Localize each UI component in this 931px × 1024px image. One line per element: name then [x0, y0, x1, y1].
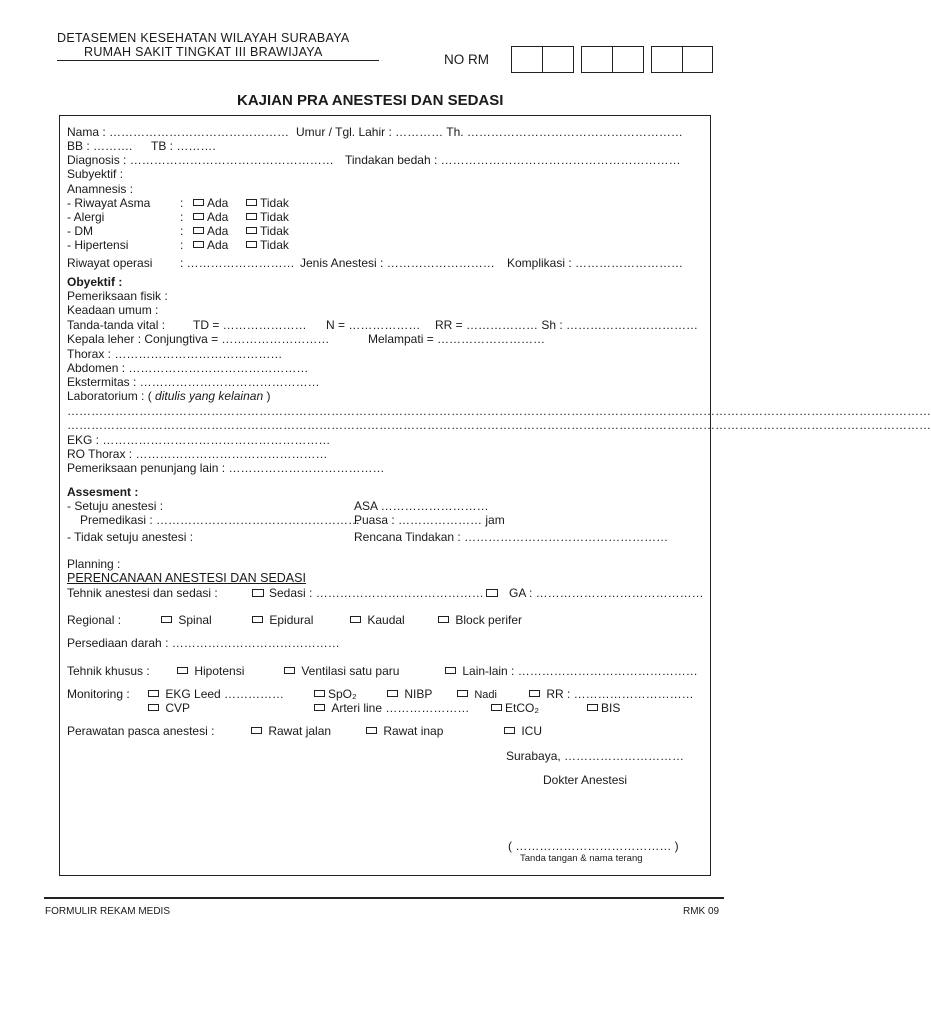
thorax-field[interactable]: Thorax : ……………………………………	[67, 347, 283, 361]
colon: :	[180, 224, 184, 238]
regional-option-kaudal[interactable]	[350, 613, 405, 627]
option-label: Hipotensi	[194, 664, 245, 678]
no-rm-label: NO RM	[444, 52, 489, 67]
regional-option-epidural[interactable]	[252, 613, 313, 627]
option-label: Kaudal	[367, 613, 405, 627]
option-label: BIS	[601, 701, 621, 715]
obyektif-heading: Obyektif :	[67, 275, 123, 289]
anamnesis-row-label: - Riwayat Asma	[67, 196, 151, 210]
keadaan-umum-label[interactable]: Keadaan umum :	[67, 303, 159, 317]
nadi-option[interactable]	[457, 687, 497, 702]
td-field[interactable]: TD = …………………	[193, 318, 307, 332]
anamnesis-row-label: - Alergi	[67, 210, 105, 224]
tidak-label: Tidak	[260, 196, 289, 210]
option-label: Nadi	[474, 689, 497, 701]
checkbox[interactable]	[387, 690, 398, 697]
no-rm-divider	[682, 46, 683, 73]
option-label: SpO₂	[328, 687, 357, 701]
lab-note: ditulis yang kelainan	[155, 389, 264, 403]
option-label: ICU	[521, 724, 543, 738]
colon: :	[180, 210, 184, 224]
checkbox[interactable]	[193, 213, 204, 220]
diagnosis-field[interactable]: Diagnosis : ……………………………………………	[67, 153, 334, 167]
ekstermitas-field[interactable]: Ekstermitas : ………………………………………	[67, 375, 320, 389]
subyektif-label: Subyektif :	[67, 167, 124, 181]
footer-divider	[44, 897, 724, 899]
ada-option[interactable]	[193, 196, 228, 210]
rr-sh-field[interactable]: RR = ……………… Sh : ……………………………	[435, 318, 699, 332]
option-label: CVP	[165, 701, 191, 715]
ada-label: Ada	[207, 224, 229, 238]
etco2-option[interactable]	[491, 701, 539, 715]
tidak-option[interactable]	[246, 196, 289, 210]
umur-field[interactable]: Umur / Tgl. Lahir : ………… Th. ………………………………………………	[296, 125, 683, 139]
hipotensi-option[interactable]	[177, 664, 244, 678]
tidak-option[interactable]	[246, 224, 289, 238]
checkbox[interactable]	[366, 727, 377, 734]
penunjang-field[interactable]: Pemeriksaan penunjang lain : …………………………………	[67, 461, 385, 475]
lainlain-option[interactable]	[445, 664, 698, 678]
bb-field[interactable]: BB : ……….	[67, 139, 133, 153]
pemeriksaan-fisik-label: Pemeriksaan fisik :	[67, 289, 168, 303]
surabaya-date-field[interactable]: Surabaya, …………………………	[506, 749, 685, 763]
perawatan-pasca-label: Perawatan pasca anestesi :	[67, 724, 215, 738]
checkbox[interactable]	[438, 616, 449, 623]
tidak-label: Tidak	[260, 224, 289, 238]
signature-field[interactable]: ( ………………………………… )	[508, 839, 679, 853]
option-label: Spinal	[178, 613, 212, 627]
ada-label: Ada	[207, 196, 229, 210]
arteri-line-option[interactable]	[314, 701, 469, 715]
no-rm-divider	[542, 46, 543, 73]
header-underline	[57, 60, 379, 61]
tidak-option[interactable]	[246, 210, 289, 224]
checkbox[interactable]	[193, 241, 204, 248]
rr-monitor-option[interactable]	[529, 687, 694, 701]
org-line-2: RUMAH SAKIT TINGKAT III BRAWIJAYA	[84, 45, 323, 59]
ekg-field[interactable]: EKG : …………………………………………………	[67, 433, 331, 447]
rencana-tindakan-field[interactable]: Rencana Tindakan : ……………………………………………	[354, 530, 669, 544]
checkbox[interactable]	[193, 199, 204, 206]
checkbox[interactable]	[350, 616, 361, 623]
tidak-label: Tidak	[260, 238, 289, 252]
anamnesis-row-label: - DM	[67, 224, 93, 238]
planning-subtitle: PERENCANAAN ANESTESI DAN SEDASI	[67, 571, 306, 585]
vital-signs-label: Tanda-tanda vital :	[67, 318, 166, 332]
premedikasi-field[interactable]: Premedikasi : ……………………………………………	[80, 513, 361, 527]
monitoring-label: Monitoring :	[67, 687, 130, 701]
tidak-label: Tidak	[260, 210, 289, 224]
ada-label: Ada	[207, 210, 229, 224]
planning-label: Planning :	[67, 557, 121, 571]
checkbox[interactable]	[148, 690, 159, 697]
ada-option[interactable]	[193, 210, 228, 224]
lab-prefix: Laboratorium : (	[67, 389, 152, 403]
jenis-anestesi-field[interactable]: Jenis Anestesi : ………………………	[300, 256, 495, 270]
ga-field[interactable]: GA : ……………………………………	[509, 586, 704, 600]
checkbox[interactable]	[246, 227, 257, 234]
nibp-option[interactable]	[387, 687, 432, 701]
form-title: KAJIAN PRA ANESTESI DAN SEDASI	[237, 92, 504, 109]
checkbox[interactable]	[314, 704, 325, 711]
checkbox[interactable]	[251, 727, 262, 734]
option-label: Rawat jalan	[268, 724, 332, 738]
laboratorium-label	[67, 389, 270, 403]
checkbox[interactable]	[246, 213, 257, 220]
riwayat-operasi-label: Riwayat operasi	[67, 256, 153, 270]
tindakan-field[interactable]: Tindakan bedah : ……………………………………………………	[345, 153, 681, 167]
kepala-leher-field[interactable]: Kepala leher : Conjungtiva = ………………………	[67, 332, 330, 346]
no-rm-divider	[612, 46, 613, 73]
nama-field[interactable]: Nama : ………………………………………	[67, 125, 290, 139]
dokter-anestesi-label: Dokter Anestesi	[543, 773, 628, 787]
sedasi-field[interactable]: Sedasi : ……………………………………	[269, 586, 484, 600]
checkbox[interactable]	[504, 727, 515, 734]
anamnesis-row-label: - Hipertensi	[67, 238, 129, 252]
assesment-heading: Assesment :	[67, 485, 139, 499]
ekg-leed-option[interactable]	[148, 687, 284, 701]
option-label: Block perifer	[455, 613, 523, 627]
puasa-field[interactable]: Puasa : ………………… jam	[354, 513, 505, 527]
checkbox[interactable]	[314, 690, 325, 697]
n-field[interactable]: N = ………………	[326, 318, 421, 332]
option-label: Ventilasi satu paru	[301, 664, 400, 678]
riwayat-operasi-field[interactable]: : ………………………	[180, 256, 295, 270]
lab-dots-line-2[interactable]: ………………………………………………………………………………………………………………………………………………………………………………………………	[67, 418, 931, 432]
tehnik-anestesi-label: Tehnik anestesi dan sedasi :	[67, 586, 218, 600]
checkbox[interactable]	[457, 690, 468, 697]
melampati-field[interactable]: Melampati = ………………………	[368, 332, 546, 346]
setuju-anestesi-label: - Setuju anestesi :	[67, 499, 164, 513]
cvp-option[interactable]	[148, 701, 190, 715]
ada-label: Ada	[207, 238, 229, 252]
option-label: Arteri line …………………	[331, 701, 470, 715]
ventilasi-option[interactable]	[284, 664, 399, 678]
checkbox[interactable]	[284, 667, 295, 674]
checkbox[interactable]	[177, 667, 188, 674]
tidak-option[interactable]	[246, 238, 289, 252]
colon: :	[180, 238, 184, 252]
option-label: RR : …………………………	[546, 687, 694, 701]
checkbox[interactable]	[587, 704, 598, 711]
checkbox[interactable]	[529, 690, 540, 697]
tidak-setuju-label: - Tidak setuju anestesi :	[67, 530, 194, 544]
regional-option-block[interactable]	[438, 613, 522, 627]
spo2-option[interactable]	[314, 687, 357, 701]
checkbox[interactable]	[246, 199, 257, 206]
checkbox[interactable]	[252, 616, 263, 623]
abdomen-field[interactable]: Abdomen : ………………………………………	[67, 361, 309, 375]
regional-label: Regional :	[67, 613, 122, 627]
checkbox[interactable]	[445, 667, 456, 674]
option-label: Lain-lain : ………………………………………	[462, 664, 698, 678]
option-label: EtCO₂	[505, 701, 539, 715]
regional-option-spinal[interactable]	[161, 613, 212, 627]
org-line-1: DETASEMEN KESEHATAN WILAYAH SURABAYA	[57, 31, 350, 45]
rawat-inap-option[interactable]	[366, 724, 443, 738]
tehnik-checkbox[interactable]	[252, 589, 264, 597]
lab-dots-line-1[interactable]: ………………………………………………………………………………………………………………………………………………………………………………………………	[67, 404, 931, 418]
ro-thorax-field[interactable]: RO Thorax : …………………………………………	[67, 447, 328, 461]
lab-suffix: )	[266, 389, 271, 403]
checkbox[interactable]	[193, 227, 204, 234]
komplikasi-field[interactable]: Komplikasi : ………………………	[507, 256, 684, 270]
tb-field[interactable]: TB : ……….	[151, 139, 216, 153]
checkbox[interactable]	[246, 241, 257, 248]
footer-right: RMK 09	[683, 906, 720, 917]
rawat-jalan-option[interactable]	[251, 724, 331, 738]
anamnesis-label: Anamnesis :	[67, 182, 134, 196]
checkbox[interactable]	[148, 704, 159, 711]
asa-field[interactable]: ASA ………………………	[354, 499, 489, 513]
bis-option[interactable]	[587, 701, 620, 715]
checkbox[interactable]	[161, 616, 172, 623]
ada-option[interactable]	[193, 224, 228, 238]
ada-option[interactable]	[193, 238, 228, 252]
option-label: NIBP	[404, 687, 433, 701]
persediaan-darah-field[interactable]: Persediaan darah : ……………………………………	[67, 636, 340, 650]
option-label: Rawat inap	[383, 724, 444, 738]
checkbox[interactable]	[491, 704, 502, 711]
option-label: Epidural	[269, 613, 314, 627]
colon: :	[180, 196, 184, 210]
signature-caption: Tanda tangan & nama terang	[520, 853, 643, 864]
tehnik-khusus-label: Tehnik khusus :	[67, 664, 150, 678]
icu-option[interactable]	[504, 724, 542, 738]
ga-checkbox[interactable]	[486, 589, 498, 597]
option-label: EKG Leed ……………	[165, 687, 285, 701]
footer-left: FORMULIR REKAM MEDIS	[45, 906, 171, 917]
